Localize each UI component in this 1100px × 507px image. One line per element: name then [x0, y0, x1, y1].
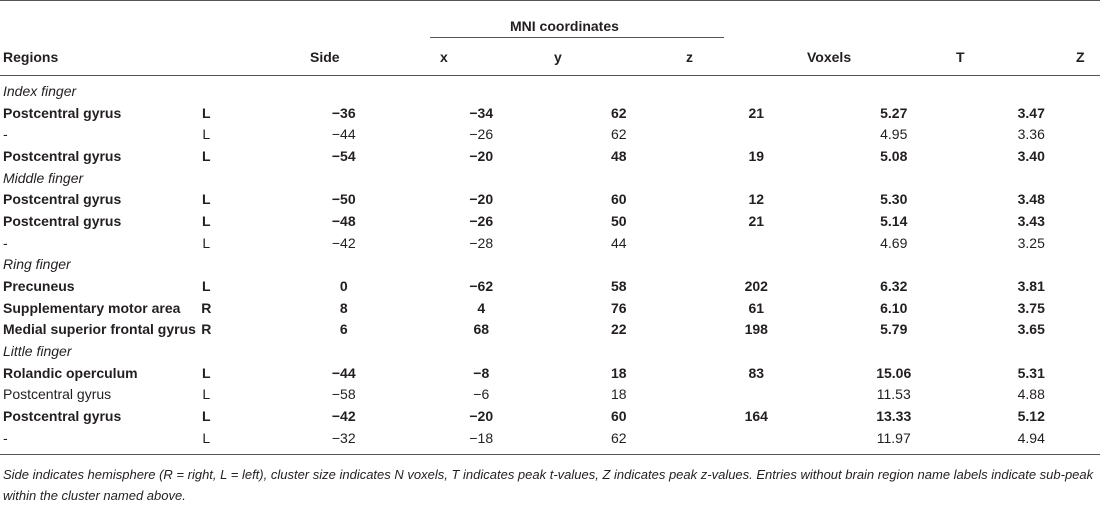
group-label: Middle finger: [3, 169, 84, 186]
y-cell: −34: [469, 104, 494, 121]
header-regions: Regions: [3, 49, 59, 65]
voxels-cell: 21: [748, 212, 765, 229]
x-cell: −44: [331, 364, 356, 381]
region-cell: Postcentral gyrus: [3, 212, 122, 229]
voxels-cell: [688, 232, 826, 254]
region-cell: -: [3, 429, 8, 446]
mni-group-header: MNI coordinates: [510, 18, 619, 34]
group-row: [0, 254, 1100, 276]
z-value-cell: 4.94: [1017, 429, 1045, 446]
region-cell: Rolandic operculum: [3, 364, 138, 381]
sub-peak-row: [0, 427, 1100, 449]
voxels-cell: 21: [748, 104, 765, 121]
t-value-cell: 15.06: [876, 364, 912, 381]
region-cell: -: [3, 234, 8, 251]
z-cell: 22: [610, 321, 627, 338]
y-cell: −20: [469, 147, 494, 164]
header-side: Side: [310, 49, 340, 65]
header-t: T: [956, 49, 965, 65]
y-cell: −6: [473, 386, 490, 403]
x-cell: 8: [339, 299, 348, 316]
t-value-cell: 13.33: [876, 408, 912, 425]
z-value-cell: 3.36: [1017, 126, 1045, 143]
region-cell: Medial superior frontal gyrus: [3, 321, 196, 338]
z-cell: 62: [610, 126, 627, 143]
z-value-cell: 3.40: [1017, 147, 1045, 164]
x-cell: −32: [331, 429, 356, 446]
z-value-cell: 4.88: [1017, 386, 1045, 403]
z-value-cell: 3.75: [1017, 299, 1045, 316]
voxels-cell: 83: [748, 364, 765, 381]
x-cell: −36: [331, 104, 356, 121]
y-cell: −26: [469, 212, 494, 229]
voxels-cell: [688, 384, 826, 406]
y-cell: −62: [469, 278, 494, 295]
voxels-cell: 61: [748, 299, 765, 316]
z-cell: 18: [610, 386, 627, 403]
side-cell: L: [201, 278, 211, 295]
voxels-cell: 19: [748, 147, 765, 164]
t-value-cell: 6.10: [880, 299, 908, 316]
y-cell: −26: [469, 126, 494, 143]
voxels-cell: 202: [744, 278, 768, 295]
side-cell: L: [201, 191, 211, 208]
t-value-cell: 6.32: [880, 278, 908, 295]
region-cell: Postcentral gyrus: [3, 104, 122, 121]
x-cell: −42: [331, 408, 356, 425]
side-cell: R: [201, 299, 212, 316]
z-cell: 48: [610, 147, 627, 164]
table-footnote: Side indicates hemisphere (R = right, L = left), cluster size indicates N voxels, T indicates peak t-values, Z indicates peak z-values. Entries without brain region name labels indicate sub-peak within the cluster named above.: [3, 467, 1094, 503]
region-cell: Supplementary motor area: [3, 299, 181, 316]
z-cell: 60: [610, 408, 627, 425]
z-value-cell: 5.12: [1017, 408, 1045, 425]
peak-row: [0, 405, 1100, 427]
side-cell: L: [201, 104, 211, 121]
z-cell: 44: [610, 234, 627, 251]
header-rule: [0, 75, 1100, 76]
region-cell: -: [3, 126, 8, 143]
y-cell: −28: [469, 234, 494, 251]
group-row: [0, 167, 1100, 189]
region-cell: Postcentral gyrus: [3, 386, 112, 403]
z-cell: 58: [610, 278, 627, 295]
z-value-cell: 3.43: [1017, 212, 1045, 229]
mni-rule: [430, 37, 724, 38]
t-value-cell: 5.08: [880, 147, 908, 164]
x-cell: 6: [339, 321, 348, 338]
group-label: Ring finger: [3, 256, 71, 273]
peak-row: [0, 145, 1100, 167]
t-value-cell: 11.97: [876, 429, 911, 446]
t-value-cell: 5.79: [880, 321, 908, 338]
z-cell: 50: [610, 212, 627, 229]
voxels-cell: [688, 123, 826, 145]
z-value-cell: 3.25: [1017, 234, 1045, 251]
z-cell: 18: [610, 364, 627, 381]
y-cell: 4: [477, 299, 486, 316]
x-cell: −58: [331, 386, 356, 403]
voxels-cell: [688, 427, 826, 449]
z-value-cell: 5.31: [1017, 364, 1045, 381]
z-cell: 76: [610, 299, 627, 316]
table-body: [0, 80, 1100, 449]
sub-peak-row: [0, 232, 1100, 254]
z-value-cell: 3.47: [1017, 104, 1045, 121]
voxels-cell: 164: [744, 408, 768, 425]
voxels-cell: 198: [744, 321, 768, 338]
z-value-cell: 3.48: [1017, 191, 1045, 208]
peak-row: [0, 188, 1100, 210]
x-cell: −44: [331, 126, 356, 143]
peak-row: [0, 210, 1100, 232]
x-cell: −42: [331, 234, 356, 251]
peak-row: [0, 362, 1100, 384]
side-cell: R: [201, 321, 212, 338]
header-x: x: [440, 49, 448, 65]
sub-peak-row: [0, 123, 1100, 145]
side-cell: L: [202, 429, 211, 446]
y-cell: −18: [469, 429, 494, 446]
bottom-rule: [0, 454, 1100, 455]
peak-row: [0, 275, 1100, 297]
side-cell: L: [202, 234, 211, 251]
t-value-cell: 4.69: [880, 234, 908, 251]
x-cell: −50: [331, 191, 356, 208]
sub-peak-row: [0, 384, 1100, 406]
group-row: [0, 80, 1100, 102]
region-cell: Postcentral gyrus: [3, 191, 122, 208]
z-value-cell: 3.65: [1017, 321, 1045, 338]
t-value-cell: 5.27: [880, 104, 908, 121]
x-cell: 0: [339, 278, 348, 295]
side-cell: L: [201, 364, 211, 381]
side-cell: L: [202, 386, 211, 403]
region-cell: Postcentral gyrus: [3, 147, 122, 164]
z-cell: 62: [610, 429, 627, 446]
header-z: z: [686, 49, 693, 65]
t-value-cell: 5.30: [880, 191, 908, 208]
y-cell: −20: [469, 191, 494, 208]
side-cell: L: [201, 408, 211, 425]
side-cell: L: [201, 147, 211, 164]
header-voxels: Voxels: [807, 49, 852, 65]
y-cell: −20: [469, 408, 494, 425]
z-cell: 60: [610, 191, 627, 208]
t-value-cell: 5.14: [880, 212, 908, 229]
x-cell: −54: [331, 147, 356, 164]
peak-row: [0, 319, 1100, 341]
group-row: [0, 340, 1100, 362]
region-cell: Precuneus: [3, 278, 75, 295]
peak-row: [0, 297, 1100, 319]
t-value-cell: 11.53: [876, 386, 911, 403]
z-cell: 62: [610, 104, 627, 121]
z-value-cell: 3.81: [1017, 278, 1045, 295]
header-y: y: [554, 49, 562, 65]
voxels-cell: 12: [748, 191, 765, 208]
t-value-cell: 4.95: [880, 126, 908, 143]
peak-row: [0, 102, 1100, 124]
side-cell: L: [201, 212, 211, 229]
y-cell: −8: [473, 364, 490, 381]
region-cell: Postcentral gyrus: [3, 408, 122, 425]
top-rule: [0, 0, 1100, 1]
group-label: Little finger: [3, 343, 72, 360]
group-label: Index finger: [3, 82, 77, 99]
side-cell: L: [202, 126, 211, 143]
header-z-score: Z: [1076, 49, 1085, 65]
x-cell: −48: [331, 212, 356, 229]
y-cell: 68: [473, 321, 490, 338]
